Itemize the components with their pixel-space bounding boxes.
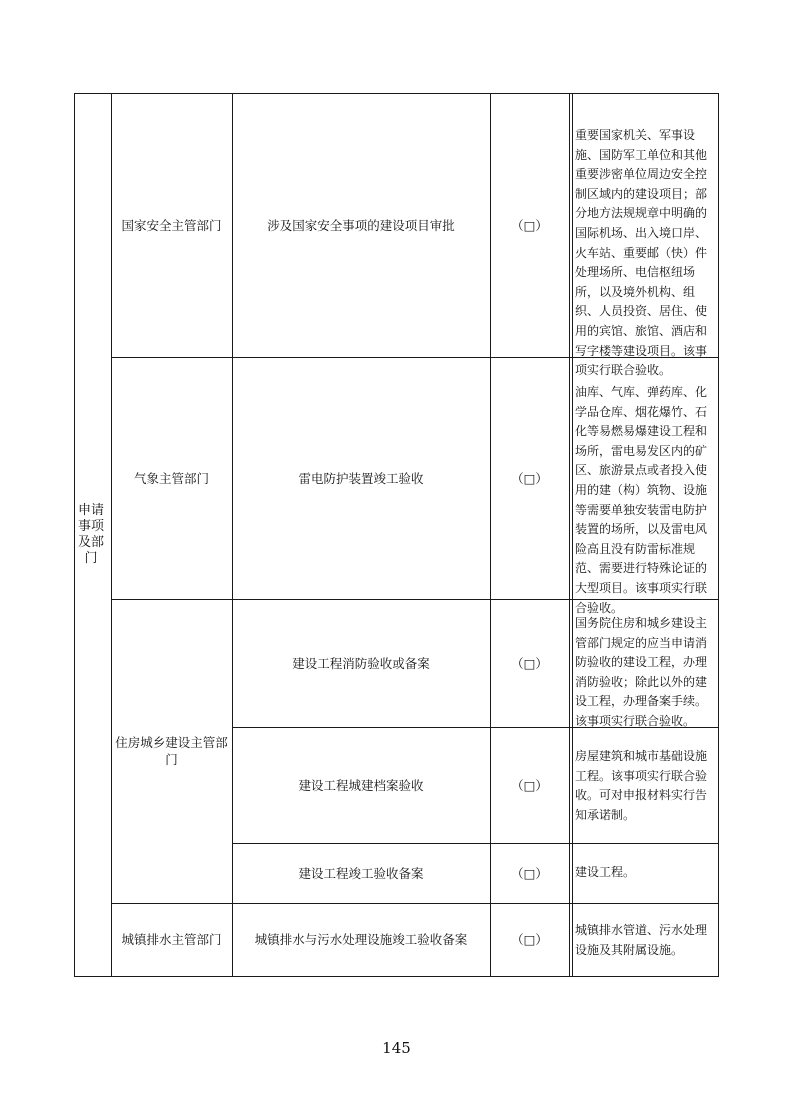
column-divider: [569, 93, 570, 977]
checkbox-mark[interactable]: （□）: [511, 777, 548, 793]
remark-cell: 房屋建筑和城市基础设施工程。该事项实行联合验收。可对申报材料实行告知承诺制。: [575, 749, 708, 822]
table-border-bottom: [74, 976, 719, 977]
remark-cell: 建设工程。: [575, 865, 636, 879]
department-cell: 住房城乡建设主管部门: [115, 735, 228, 767]
remark-cell: 重要国家机关、军事设施、国防军工单位和其他重要涉密单位周边安全控制区域内的建设项目；部分地方法规规章中明确的国际机场、出入境口岸、火车站、重要邮（快）件处理场所、电信枢纽场所，以及境外机构、组织、人员投资、居住、使用的宾馆、旅馆、酒店和写字楼等建设项目。该事项实行联合验收。: [575, 128, 708, 378]
matter-cell: 涉及国家安全事项的建设项目审批: [267, 217, 455, 233]
page-number: 145: [382, 1039, 411, 1057]
remark-cell: 城镇排水管道、污水处理设施及其附属设施。: [575, 923, 708, 957]
checkbox-mark[interactable]: （□）: [511, 655, 548, 671]
department-cell: 城镇排水主管部门: [121, 932, 222, 947]
table-border-right: [718, 93, 719, 977]
column-divider: [572, 93, 573, 977]
checkbox-mark[interactable]: （□）: [511, 470, 548, 486]
remark-cell: 国务院住房和城乡建设主管部门规定的应当申请消防验收的建设工程，办理消防验收；除此以外的建设工程，办理备案手续。该事项实行联合验收。: [575, 616, 708, 728]
table-border-left: [74, 93, 75, 977]
department-cell: 气象主管部门: [133, 470, 209, 486]
matter-cell: 建设工程消防验收或备案: [292, 655, 430, 671]
remark-cell: 油库、气库、弹药库、化学品仓库、烟花爆竹、石化等易燃易爆建设工程和场所，雷电易发区内的矿区、旅游景点或者投入使用的建（构）筑物、设施等需要单独安装雷电防护装置的场所，以及雷电风险高且没有防雷标准规范、需要进行特殊论证的大型项目。该事项实行联合验收。: [575, 385, 708, 615]
matter-cell: 城镇排水与污水处理设施竣工验收备案: [254, 932, 468, 947]
checkbox-mark[interactable]: （□）: [511, 217, 548, 233]
department-cell: 国家安全主管部门: [121, 217, 222, 233]
matter-cell: 建设工程竣工验收备案: [298, 865, 424, 881]
checkbox-mark[interactable]: （□）: [511, 865, 548, 881]
matter-cell: 雷电防护装置竣工验收: [298, 470, 424, 486]
section-label: 申请事项及部门: [77, 503, 104, 566]
checkbox-mark[interactable]: （□）: [511, 932, 548, 947]
matter-cell: 建设工程城建档案验收: [298, 777, 424, 793]
